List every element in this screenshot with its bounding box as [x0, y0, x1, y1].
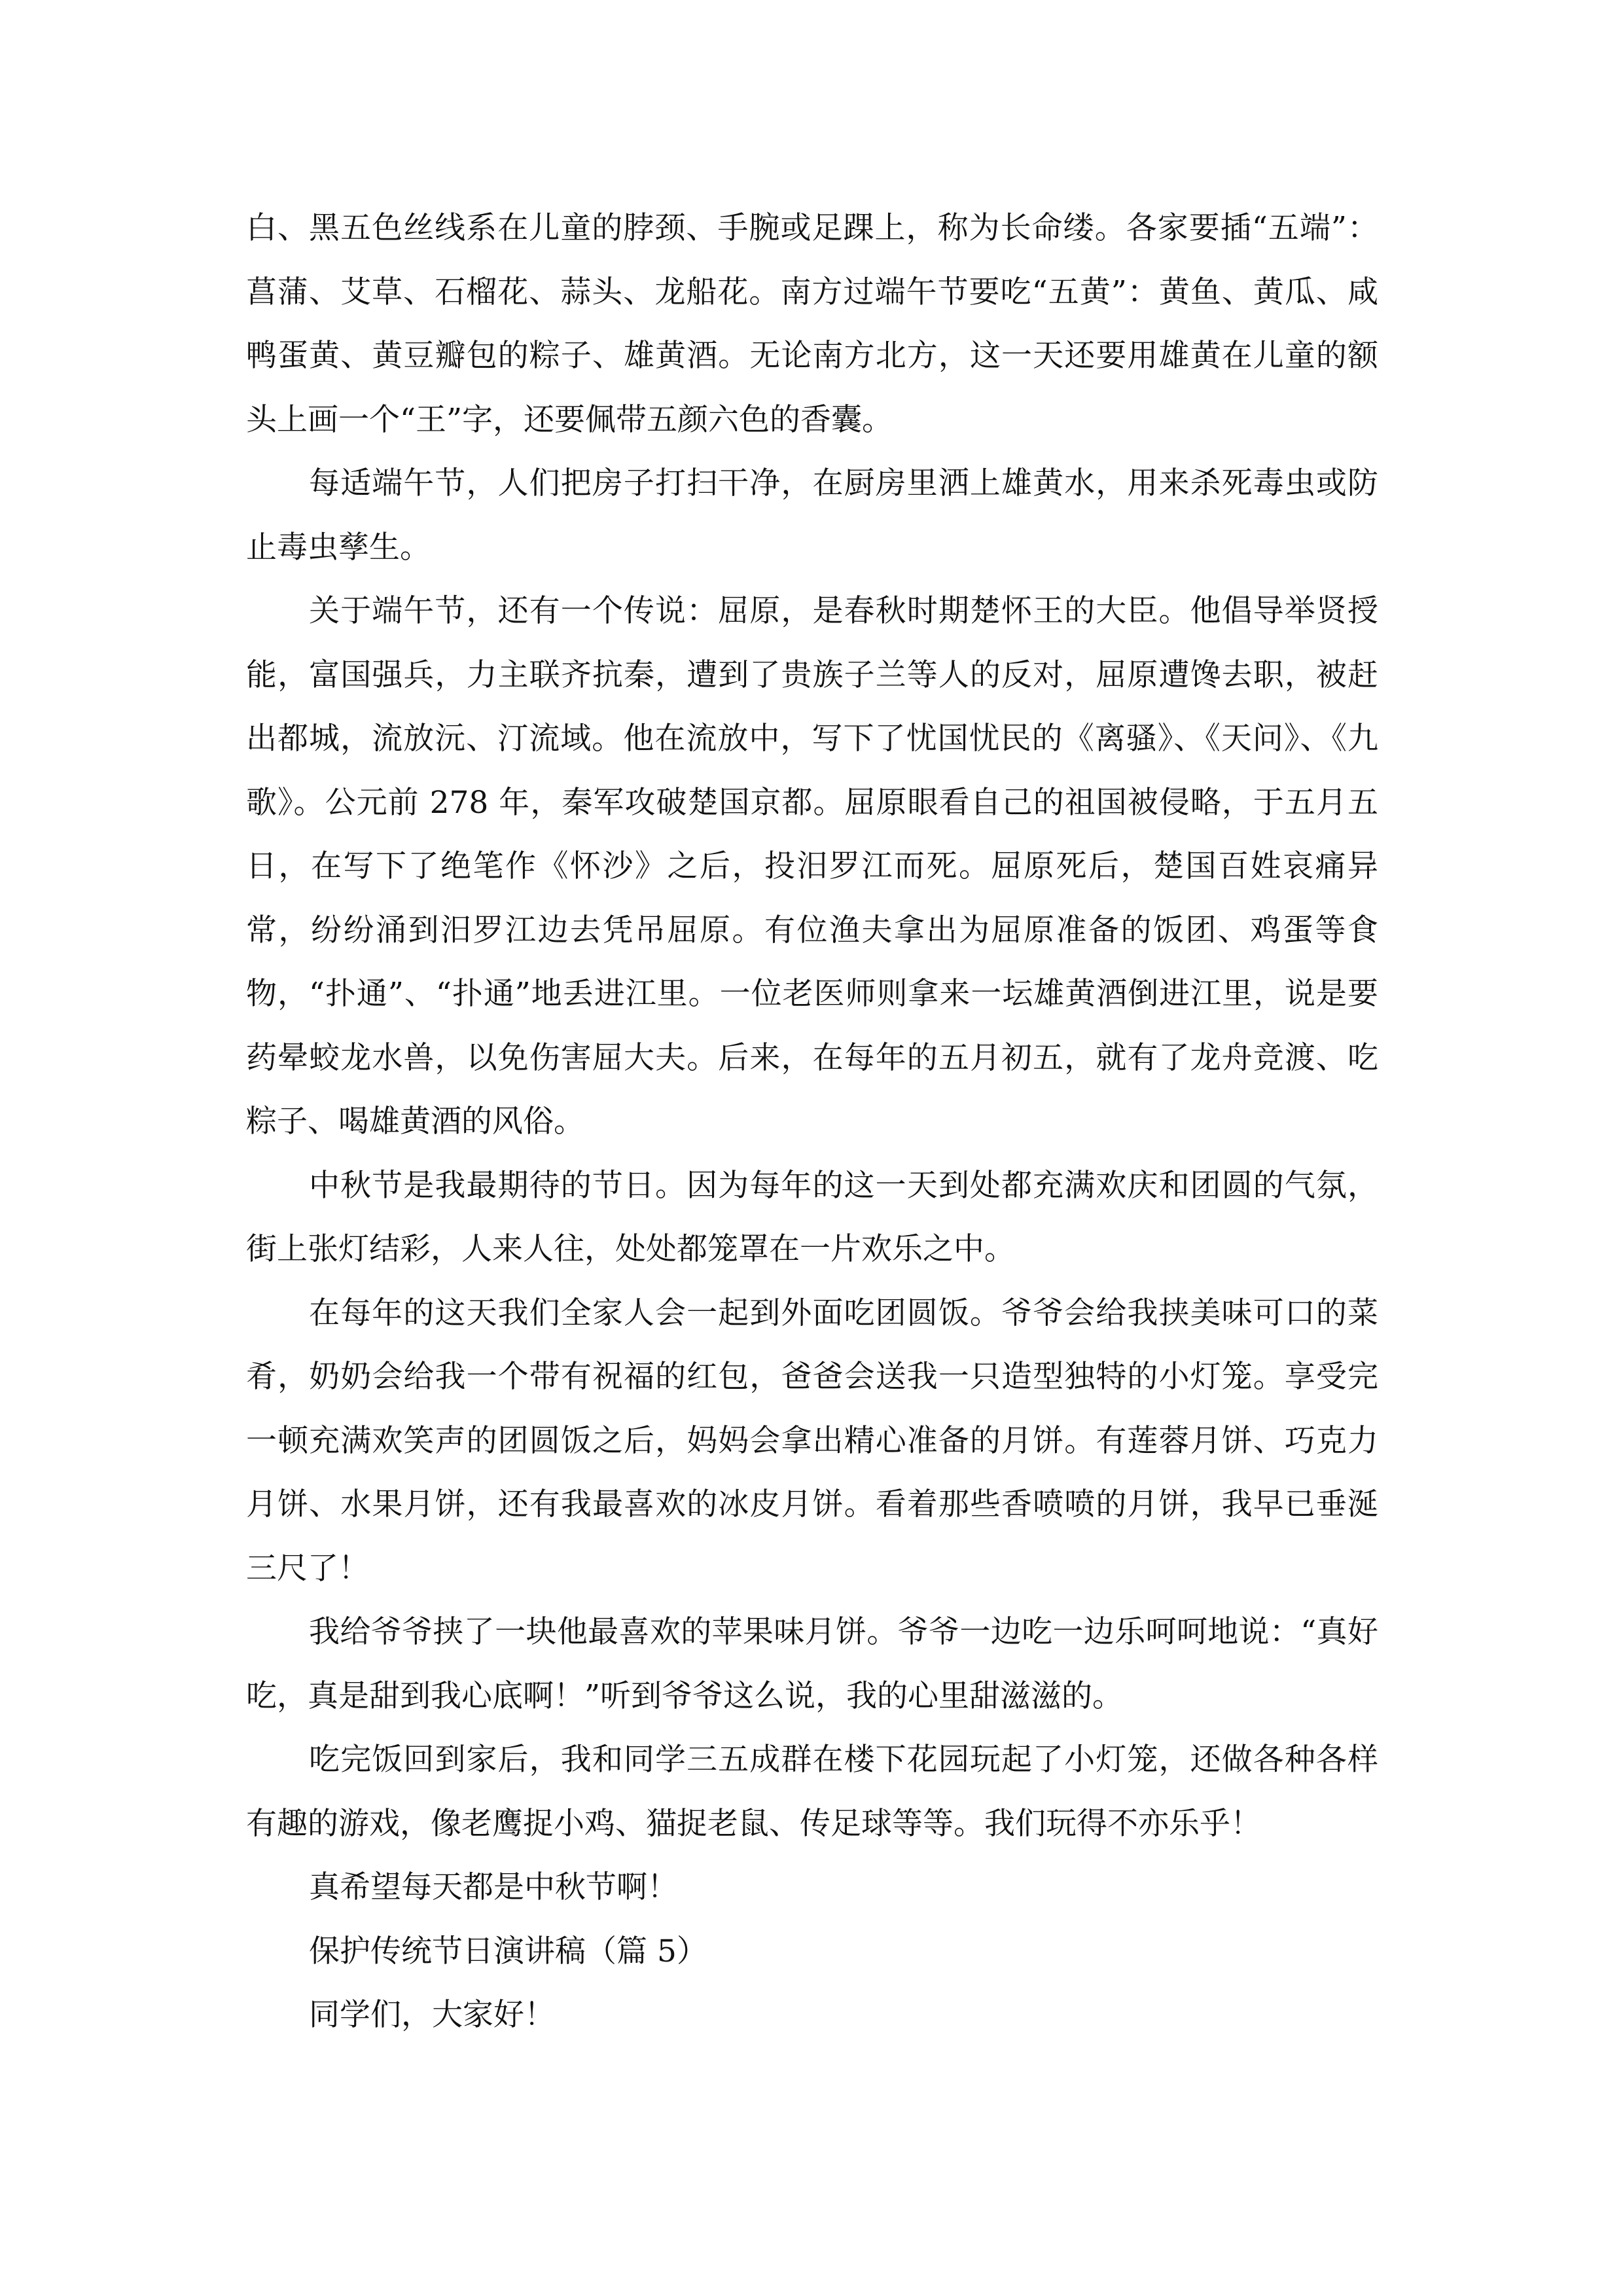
paragraph-8: 真希望每天都是中秋节啊！	[309, 1869, 678, 1905]
paragraph-greeting: 同学们，大家好！	[309, 1997, 555, 2033]
paragraph-2: 每适端午节，人们把房子打扫干净，在厨房里洒上雄黄水，用来杀死毒虫或防止毒虫孳生。	[246, 465, 1378, 565]
paragraph-1: 白、黑五色丝线系在儿童的脖颈、手腕或足踝上，称为长命缕。各家要插“五端”：菖蒲、艾草、石榴花、蒜头、龙船花。南方过端午节要吃“五黄”：黄鱼、黄瓜、咸鸭蛋黄、黄豆瓣包的粽子、雄黄酒。无论南方北方，这一天还要用雄黄在儿童的额头上画一个“王”字，还要佩带五颜六色的香囊。	[246, 210, 1378, 438]
paragraph-7: 吃完饭回到家后，我和同学三五成群在楼下花园玩起了小灯笼，还做各种各样有趣的游戏，像老鹰捉小鸡、猫捉老鼠、传足球等等。我们玩得不亦乐乎！	[246, 1742, 1378, 1842]
document-body	[246, 196, 1378, 2047]
paragraph-6: 我给爷爷挟了一块他最喜欢的苹果味月饼。爷爷一边吃一边乐呵呵地说：“真好吃，真是甜到我心底啊！”听到爷爷这么说，我的心里甜滋滋的。	[246, 1614, 1378, 1714]
paragraph-4: 中秋节是我最期待的节日。因为每年的这一天到处都充满欢庆和团圆的气氛，街上张灯结彩，人来人往，处处都笼罩在一片欢乐之中。	[246, 1167, 1378, 1267]
section-heading: 保护传统节日演讲稿（篇 5）	[309, 1933, 707, 1969]
paragraph-5: 在每年的这天我们全家人会一起到外面吃团圆饭。爷爷会给我挟美味可口的菜肴，奶奶会给我一个带有祝福的红包，爸爸会送我一只造型独特的小灯笼。享受完一顿充满欢笑声的团圆饭之后，妈妈会拿出精心准备的月饼。有莲蓉月饼、巧克力月饼、水果月饼，还有我最喜欢的冰皮月饼。看着那些香喷喷的月饼，我早已垂涎三尺了！	[246, 1295, 1378, 1587]
paragraph-3: 关于端午节，还有一个传说：屈原，是春秋时期楚怀王的大臣。他倡导举贤授能，富国强兵，力主联齐抗秦，遭到了贵族子兰等人的反对，屈原遭馋去职，被赶出都城，流放沅、汀流域。他在流放中，写下了忧国忧民的《离骚》、《天问》、《九歌》。公元前 278 年，秦军攻破楚国京都。屈原眼看自己的祖国被侵略，于五月五日，在写下了绝笔作《怀沙》之后，投汨罗江而死。屈原死后，楚国百姓哀痛异常，纷纷涌到汨罗江边去凭吊屈原。有位渔夫拿出为屈原准备的饭团、鸡蛋等食物，“扑通”、“扑通”地丢进江里。一位老医师则拿来一坛雄黄酒倒进江里，说是要药晕蛟龙水兽，以免伤害屈大夫。后来，在每年的五月初五，就有了龙舟竞渡、吃粽子、喝雄黄酒的风俗。	[246, 593, 1378, 1139]
